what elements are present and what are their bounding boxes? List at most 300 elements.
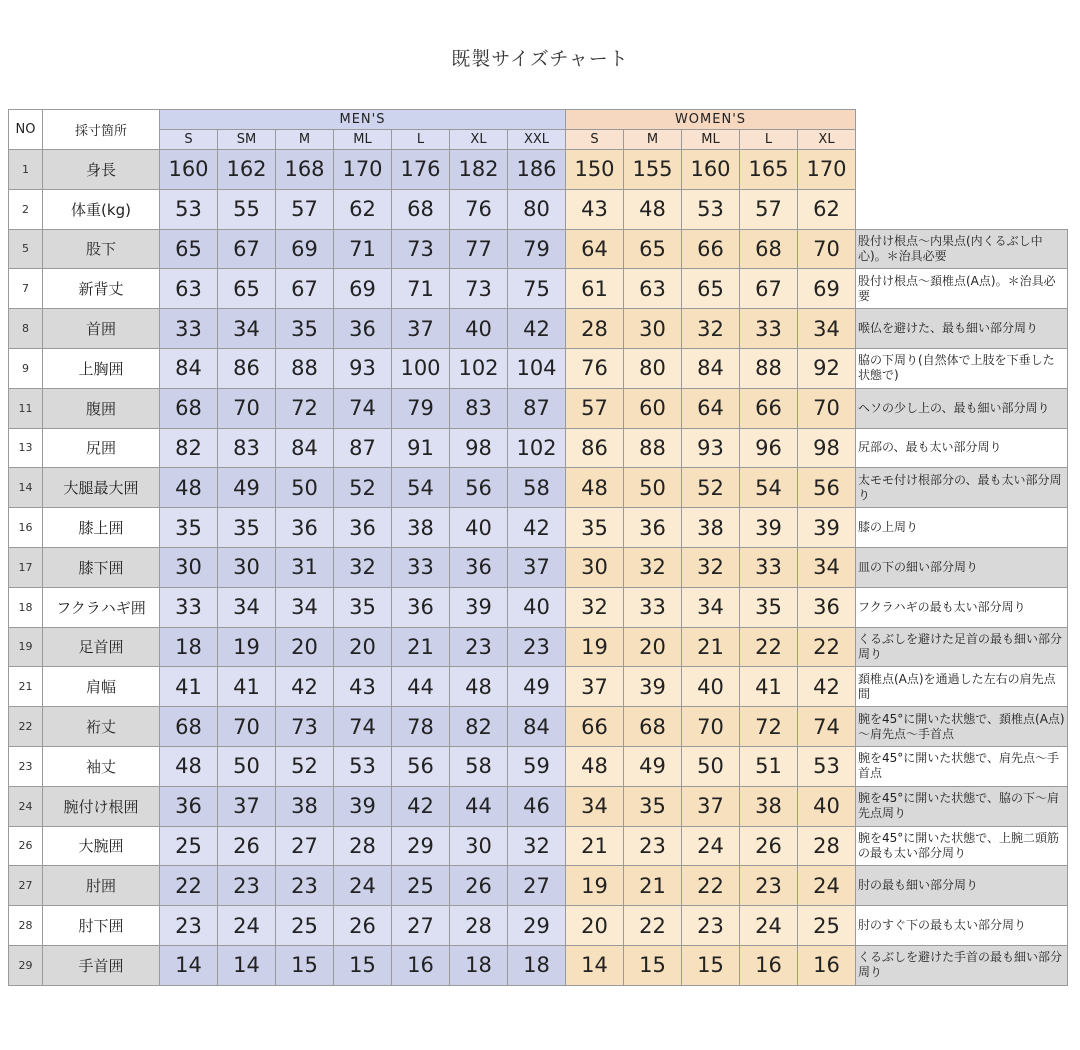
mens-value-cell: 182 — [450, 150, 508, 190]
mens-value-cell: 35 — [218, 508, 276, 548]
table-row — [9, 309, 1068, 349]
mens-value-cell: 100 — [392, 348, 450, 388]
womens-value-cell: 66 — [740, 388, 798, 428]
table-row — [9, 627, 1068, 667]
row-number: 2 — [9, 189, 43, 229]
mens-value-cell: 44 — [392, 667, 450, 707]
womens-value-cell: 22 — [682, 866, 740, 906]
mens-value-cell: 65 — [218, 269, 276, 309]
mens-value-cell: 72 — [276, 388, 334, 428]
table-row — [9, 229, 1068, 269]
row-number: 23 — [9, 746, 43, 786]
womens-value-cell: 70 — [682, 707, 740, 747]
womens-value-cell: 28 — [566, 309, 624, 349]
womens-value-cell: 32 — [682, 547, 740, 587]
mens-value-cell: 33 — [160, 309, 218, 349]
mens-value-cell: 36 — [334, 309, 392, 349]
womens-value-cell: 32 — [682, 309, 740, 349]
mens-value-cell: 15 — [334, 945, 392, 985]
row-number: 16 — [9, 508, 43, 548]
mens-value-cell: 74 — [334, 388, 392, 428]
mens-value-cell: 57 — [276, 189, 334, 229]
mens-value-cell: 30 — [160, 547, 218, 587]
mens-value-cell: 98 — [450, 428, 508, 468]
table-row — [9, 468, 1068, 508]
table-row — [9, 428, 1068, 468]
measurement-part: 袖丈 — [43, 746, 160, 786]
mens-value-cell: 58 — [508, 468, 566, 508]
table-row — [9, 826, 1068, 866]
measurement-part: 裄丈 — [43, 707, 160, 747]
womens-value-cell: 56 — [798, 468, 856, 508]
mens-value-cell: 68 — [392, 189, 450, 229]
header-womens-size: ML — [682, 130, 740, 150]
womens-value-cell: 36 — [798, 587, 856, 627]
mens-value-cell: 28 — [450, 906, 508, 946]
row-number: 19 — [9, 627, 43, 667]
measurement-note: 太モモ付け根部分の、最も太い部分周り — [856, 468, 1068, 508]
mens-value-cell: 35 — [334, 587, 392, 627]
measurement-note: 膝の上周り — [856, 508, 1068, 548]
mens-value-cell: 30 — [450, 826, 508, 866]
mens-value-cell: 65 — [160, 229, 218, 269]
womens-value-cell: 15 — [682, 945, 740, 985]
header-womens-size: XL — [798, 130, 856, 150]
womens-value-cell: 34 — [798, 547, 856, 587]
womens-value-cell: 48 — [566, 746, 624, 786]
mens-value-cell: 42 — [508, 309, 566, 349]
womens-value-cell: 93 — [682, 428, 740, 468]
womens-value-cell: 30 — [566, 547, 624, 587]
header-mens-size: L — [392, 130, 450, 150]
mens-value-cell: 70 — [218, 707, 276, 747]
measurement-note: ヘソの少し上の、最も細い部分周り — [856, 388, 1068, 428]
row-number: 9 — [9, 348, 43, 388]
mens-value-cell: 77 — [450, 229, 508, 269]
row-number: 17 — [9, 547, 43, 587]
row-number: 14 — [9, 468, 43, 508]
womens-value-cell: 64 — [682, 388, 740, 428]
womens-value-cell: 43 — [566, 189, 624, 229]
womens-value-cell: 50 — [682, 746, 740, 786]
womens-value-cell: 30 — [624, 309, 682, 349]
womens-value-cell: 48 — [624, 189, 682, 229]
mens-value-cell: 15 — [276, 945, 334, 985]
header-mens-size: ML — [334, 130, 392, 150]
womens-value-cell: 98 — [798, 428, 856, 468]
measurement-part: 肘下囲 — [43, 906, 160, 946]
mens-value-cell: 48 — [450, 667, 508, 707]
mens-value-cell: 27 — [392, 906, 450, 946]
measurement-note: くるぶしを避けた足首の最も細い部分周り — [856, 627, 1068, 667]
measurement-part: 肘囲 — [43, 866, 160, 906]
mens-value-cell: 91 — [392, 428, 450, 468]
mens-value-cell: 21 — [392, 627, 450, 667]
mens-value-cell: 23 — [508, 627, 566, 667]
mens-value-cell: 24 — [334, 866, 392, 906]
mens-value-cell: 36 — [450, 547, 508, 587]
mens-value-cell: 34 — [218, 587, 276, 627]
womens-value-cell: 35 — [740, 587, 798, 627]
womens-value-cell: 40 — [682, 667, 740, 707]
womens-value-cell: 24 — [798, 866, 856, 906]
measurement-part: 首囲 — [43, 309, 160, 349]
mens-value-cell: 68 — [160, 388, 218, 428]
mens-value-cell: 46 — [508, 786, 566, 826]
row-number: 27 — [9, 866, 43, 906]
womens-value-cell: 21 — [682, 627, 740, 667]
womens-value-cell: 66 — [682, 229, 740, 269]
mens-value-cell: 26 — [450, 866, 508, 906]
womens-value-cell: 14 — [566, 945, 624, 985]
mens-value-cell: 36 — [392, 587, 450, 627]
measurement-part: 足首囲 — [43, 627, 160, 667]
womens-value-cell: 38 — [740, 786, 798, 826]
mens-value-cell: 34 — [218, 309, 276, 349]
womens-value-cell: 86 — [566, 428, 624, 468]
measurement-part: 大腕囲 — [43, 826, 160, 866]
mens-value-cell: 30 — [218, 547, 276, 587]
mens-value-cell: 80 — [508, 189, 566, 229]
mens-value-cell: 48 — [160, 468, 218, 508]
womens-value-cell: 23 — [740, 866, 798, 906]
mens-value-cell: 67 — [218, 229, 276, 269]
mens-value-cell: 53 — [334, 746, 392, 786]
womens-value-cell: 39 — [740, 508, 798, 548]
mens-value-cell: 25 — [392, 866, 450, 906]
mens-value-cell: 41 — [218, 667, 276, 707]
mens-value-cell: 26 — [334, 906, 392, 946]
womens-value-cell: 38 — [682, 508, 740, 548]
measurement-note: 股付け根点～頚椎点(A点)。＊治具必要 — [856, 269, 1068, 309]
mens-value-cell: 49 — [218, 468, 276, 508]
measurement-part: 大腿最大囲 — [43, 468, 160, 508]
measurement-note: フクラハギの最も太い部分周り — [856, 587, 1068, 627]
womens-value-cell: 34 — [682, 587, 740, 627]
womens-value-cell: 41 — [740, 667, 798, 707]
womens-value-cell: 20 — [566, 906, 624, 946]
mens-value-cell: 73 — [392, 229, 450, 269]
mens-value-cell: 29 — [508, 906, 566, 946]
mens-value-cell: 52 — [334, 468, 392, 508]
mens-value-cell: 37 — [508, 547, 566, 587]
womens-value-cell: 60 — [624, 388, 682, 428]
mens-value-cell: 79 — [508, 229, 566, 269]
row-number: 26 — [9, 826, 43, 866]
womens-value-cell: 50 — [624, 468, 682, 508]
womens-value-cell: 155 — [624, 150, 682, 190]
table-row — [9, 707, 1068, 747]
mens-value-cell: 37 — [218, 786, 276, 826]
mens-value-cell: 82 — [160, 428, 218, 468]
womens-value-cell: 96 — [740, 428, 798, 468]
womens-value-cell: 92 — [798, 348, 856, 388]
womens-value-cell: 39 — [624, 667, 682, 707]
mens-value-cell: 87 — [508, 388, 566, 428]
header-womens-size: M — [624, 130, 682, 150]
womens-value-cell: 26 — [740, 826, 798, 866]
header-note-blank — [856, 110, 1068, 150]
measurement-note-empty — [856, 150, 1068, 190]
row-number: 5 — [9, 229, 43, 269]
mens-value-cell: 53 — [160, 189, 218, 229]
mens-value-cell: 24 — [218, 906, 276, 946]
mens-value-cell: 49 — [508, 667, 566, 707]
womens-value-cell: 40 — [798, 786, 856, 826]
measurement-note: 皿の下の細い部分周り — [856, 547, 1068, 587]
mens-value-cell: 76 — [450, 189, 508, 229]
table-row — [9, 906, 1068, 946]
mens-value-cell: 37 — [392, 309, 450, 349]
mens-value-cell: 186 — [508, 150, 566, 190]
mens-value-cell: 88 — [276, 348, 334, 388]
womens-value-cell: 22 — [624, 906, 682, 946]
womens-value-cell: 28 — [798, 826, 856, 866]
mens-value-cell: 36 — [276, 508, 334, 548]
womens-value-cell: 61 — [566, 269, 624, 309]
mens-value-cell: 34 — [276, 587, 334, 627]
mens-value-cell: 43 — [334, 667, 392, 707]
mens-value-cell: 28 — [334, 826, 392, 866]
mens-value-cell: 32 — [334, 547, 392, 587]
womens-value-cell: 34 — [798, 309, 856, 349]
table-row — [9, 547, 1068, 587]
womens-value-cell: 19 — [566, 866, 624, 906]
mens-value-cell: 22 — [160, 866, 218, 906]
womens-value-cell: 21 — [566, 826, 624, 866]
mens-value-cell: 50 — [218, 746, 276, 786]
womens-value-cell: 23 — [624, 826, 682, 866]
womens-value-cell: 34 — [566, 786, 624, 826]
table-row — [9, 667, 1068, 707]
table-row — [9, 945, 1068, 985]
womens-value-cell: 33 — [740, 547, 798, 587]
womens-value-cell: 84 — [682, 348, 740, 388]
mens-value-cell: 36 — [160, 786, 218, 826]
mens-value-cell: 40 — [450, 508, 508, 548]
row-number: 1 — [9, 150, 43, 190]
mens-value-cell: 78 — [392, 707, 450, 747]
womens-value-cell: 70 — [798, 388, 856, 428]
header-measurement-part: 採寸箇所 — [43, 110, 160, 150]
mens-value-cell: 14 — [218, 945, 276, 985]
mens-value-cell: 29 — [392, 826, 450, 866]
womens-value-cell: 53 — [798, 746, 856, 786]
row-number: 24 — [9, 786, 43, 826]
womens-value-cell: 21 — [624, 866, 682, 906]
mens-value-cell: 102 — [508, 428, 566, 468]
table-row — [9, 508, 1068, 548]
measurement-note: 肘のすぐ下の最も太い部分周り — [856, 906, 1068, 946]
mens-value-cell: 176 — [392, 150, 450, 190]
womens-value-cell: 33 — [624, 587, 682, 627]
womens-value-cell: 65 — [624, 229, 682, 269]
womens-value-cell: 165 — [740, 150, 798, 190]
mens-value-cell: 55 — [218, 189, 276, 229]
mens-value-cell: 83 — [450, 388, 508, 428]
measurement-note: 頚椎点(A点)を通過した左右の肩先点間 — [856, 667, 1068, 707]
mens-value-cell: 71 — [392, 269, 450, 309]
measurement-note: 腕を45°に開いた状態で、脇の下～肩先点周り — [856, 786, 1068, 826]
mens-value-cell: 18 — [508, 945, 566, 985]
measurement-note: 腕を45°に開いた状態で、肩先点～手首点 — [856, 746, 1068, 786]
table-row — [9, 587, 1068, 627]
row-number: 11 — [9, 388, 43, 428]
header-group-row — [9, 110, 1068, 130]
mens-value-cell: 33 — [160, 587, 218, 627]
womens-value-cell: 35 — [566, 508, 624, 548]
womens-value-cell: 65 — [682, 269, 740, 309]
mens-value-cell: 69 — [334, 269, 392, 309]
mens-value-cell: 20 — [334, 627, 392, 667]
mens-value-cell: 14 — [160, 945, 218, 985]
mens-value-cell: 63 — [160, 269, 218, 309]
measurement-note: くるぶしを避けた手首の最も細い部分周り — [856, 945, 1068, 985]
womens-value-cell: 33 — [740, 309, 798, 349]
table-row — [9, 189, 1068, 229]
measurement-part: 身長 — [43, 150, 160, 190]
measurement-note: 脇の下周り(自然体で上肢を下垂した状態で) — [856, 348, 1068, 388]
mens-value-cell: 42 — [392, 786, 450, 826]
header-no: NO — [9, 110, 43, 150]
size-chart-table — [8, 109, 1068, 986]
womens-value-cell: 15 — [624, 945, 682, 985]
mens-value-cell: 84 — [160, 348, 218, 388]
header-womens-size: L — [740, 130, 798, 150]
mens-value-cell: 25 — [276, 906, 334, 946]
mens-value-cell: 40 — [450, 309, 508, 349]
womens-value-cell: 67 — [740, 269, 798, 309]
mens-value-cell: 42 — [508, 508, 566, 548]
mens-value-cell: 93 — [334, 348, 392, 388]
table-row — [9, 786, 1068, 826]
womens-value-cell: 68 — [624, 707, 682, 747]
womens-value-cell: 51 — [740, 746, 798, 786]
mens-value-cell: 23 — [450, 627, 508, 667]
chart-title: 既製サイズチャート — [451, 48, 629, 70]
mens-value-cell: 23 — [218, 866, 276, 906]
womens-value-cell: 62 — [798, 189, 856, 229]
mens-value-cell: 20 — [276, 627, 334, 667]
mens-value-cell: 26 — [218, 826, 276, 866]
womens-value-cell: 24 — [682, 826, 740, 866]
womens-value-cell: 37 — [682, 786, 740, 826]
mens-value-cell: 56 — [392, 746, 450, 786]
measurement-note: 尻部の、最も太い部分周り — [856, 428, 1068, 468]
mens-value-cell: 50 — [276, 468, 334, 508]
mens-value-cell: 48 — [160, 746, 218, 786]
womens-value-cell: 48 — [566, 468, 624, 508]
womens-value-cell: 72 — [740, 707, 798, 747]
measurement-note: 股付け根点～内果点(内くるぶし中心)。＊治具必要 — [856, 229, 1068, 269]
womens-value-cell: 39 — [798, 508, 856, 548]
measurement-part: 膝上囲 — [43, 508, 160, 548]
mens-value-cell: 39 — [450, 587, 508, 627]
mens-value-cell: 74 — [334, 707, 392, 747]
measurement-part: 腕付け根囲 — [43, 786, 160, 826]
womens-value-cell: 24 — [740, 906, 798, 946]
mens-value-cell: 84 — [276, 428, 334, 468]
womens-value-cell: 57 — [566, 388, 624, 428]
mens-value-cell: 73 — [276, 707, 334, 747]
mens-value-cell: 58 — [450, 746, 508, 786]
mens-value-cell: 41 — [160, 667, 218, 707]
womens-value-cell: 69 — [798, 269, 856, 309]
row-number: 18 — [9, 587, 43, 627]
mens-value-cell: 54 — [392, 468, 450, 508]
womens-value-cell: 35 — [624, 786, 682, 826]
row-number: 22 — [9, 707, 43, 747]
mens-value-cell: 33 — [392, 547, 450, 587]
womens-value-cell: 76 — [566, 348, 624, 388]
measurement-note-empty — [856, 189, 1068, 229]
table-row — [9, 866, 1068, 906]
mens-value-cell: 36 — [334, 508, 392, 548]
womens-value-cell: 70 — [798, 229, 856, 269]
womens-value-cell: 49 — [624, 746, 682, 786]
mens-value-cell: 84 — [508, 707, 566, 747]
measurement-part: フクラハギ囲 — [43, 587, 160, 627]
mens-value-cell: 59 — [508, 746, 566, 786]
womens-value-cell: 88 — [740, 348, 798, 388]
mens-value-cell: 83 — [218, 428, 276, 468]
mens-value-cell: 104 — [508, 348, 566, 388]
measurement-part: 股下 — [43, 229, 160, 269]
mens-value-cell: 18 — [160, 627, 218, 667]
womens-value-cell: 68 — [740, 229, 798, 269]
mens-value-cell: 68 — [160, 707, 218, 747]
womens-value-cell: 25 — [798, 906, 856, 946]
header-womens-size: S — [566, 130, 624, 150]
mens-value-cell: 168 — [276, 150, 334, 190]
measurement-part: 体重(kg) — [43, 189, 160, 229]
mens-value-cell: 79 — [392, 388, 450, 428]
mens-value-cell: 69 — [276, 229, 334, 269]
measurement-part: 肩幅 — [43, 667, 160, 707]
measurement-part: 腹囲 — [43, 388, 160, 428]
row-number: 21 — [9, 667, 43, 707]
womens-value-cell: 53 — [682, 189, 740, 229]
mens-value-cell: 56 — [450, 468, 508, 508]
mens-value-cell: 70 — [218, 388, 276, 428]
measurement-part: 尻囲 — [43, 428, 160, 468]
mens-value-cell: 39 — [334, 786, 392, 826]
mens-value-cell: 35 — [160, 508, 218, 548]
mens-value-cell: 25 — [160, 826, 218, 866]
womens-value-cell: 160 — [682, 150, 740, 190]
mens-value-cell: 23 — [276, 866, 334, 906]
mens-value-cell: 160 — [160, 150, 218, 190]
mens-value-cell: 23 — [160, 906, 218, 946]
mens-value-cell: 32 — [508, 826, 566, 866]
womens-value-cell: 150 — [566, 150, 624, 190]
mens-value-cell: 35 — [276, 309, 334, 349]
row-number: 28 — [9, 906, 43, 946]
womens-value-cell: 88 — [624, 428, 682, 468]
womens-value-cell: 57 — [740, 189, 798, 229]
womens-value-cell: 23 — [682, 906, 740, 946]
measurement-note: 腕を45°に開いた状態で、頚椎点(A点)～肩先点～手首点 — [856, 707, 1068, 747]
table-row — [9, 348, 1068, 388]
womens-value-cell: 20 — [624, 627, 682, 667]
row-number: 29 — [9, 945, 43, 985]
header-mens-size: XL — [450, 130, 508, 150]
mens-value-cell: 73 — [450, 269, 508, 309]
mens-value-cell: 75 — [508, 269, 566, 309]
womens-value-cell: 32 — [624, 547, 682, 587]
measurement-part: 膝下囲 — [43, 547, 160, 587]
header-womens: WOMEN'S — [566, 110, 856, 130]
